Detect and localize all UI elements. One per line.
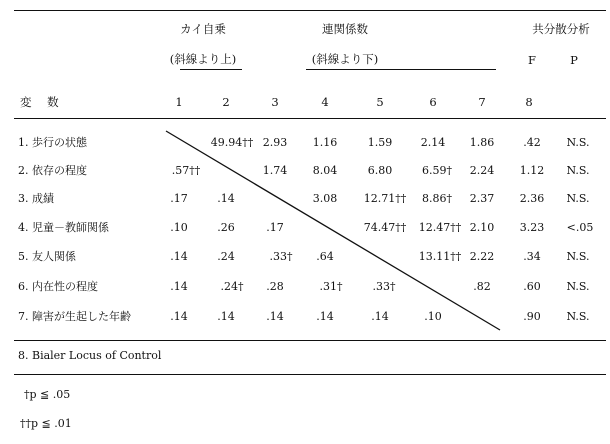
table-cell: .42 <box>523 136 541 149</box>
row-label: 7. 障害が生起した年齢 <box>18 310 131 323</box>
table-cell: .10 <box>424 310 442 323</box>
table-cell: N.S. <box>566 250 590 263</box>
table-cell: 2.14 <box>420 136 446 149</box>
row-label: 4. 児童－教師関係 <box>18 221 109 234</box>
p-column-label: P <box>570 53 578 67</box>
table-cell: <.05 <box>566 221 594 234</box>
variable-heading: 変 数 <box>20 95 65 109</box>
table-cell: .14 <box>371 310 389 323</box>
column-number: 3 <box>271 95 279 109</box>
column-number: 5 <box>376 95 384 109</box>
column-number: 6 <box>429 95 437 109</box>
column-number: 1 <box>175 95 183 109</box>
table-cell: .14 <box>170 310 188 323</box>
column-number: 4 <box>321 95 329 109</box>
table-cell: .57†† <box>171 164 201 177</box>
body-rule <box>14 340 606 341</box>
table-cell: N.S. <box>566 136 590 149</box>
table-cell: 49.94†† <box>210 136 254 149</box>
table-cell: N.S. <box>566 280 590 293</box>
chisq-subtitle: (斜線より上) <box>169 52 237 66</box>
table-cell: 6.80 <box>367 164 393 177</box>
table-cell: N.S. <box>566 192 590 205</box>
row8-label: 8. Bialer Locus of Control <box>18 349 162 362</box>
row-label: 3. 成績 <box>18 192 54 205</box>
column-number: 7 <box>478 95 486 109</box>
table-cell: 1.12 <box>519 164 545 177</box>
table-cell: .34 <box>523 250 541 263</box>
table-cell: 1.74 <box>262 164 288 177</box>
table-cell: .26 <box>217 221 235 234</box>
table-cell: 2.24 <box>469 164 495 177</box>
table-cell: 8.86† <box>422 192 452 205</box>
table-cell: .64 <box>316 250 334 263</box>
table-cell: .60 <box>523 280 541 293</box>
table-cell: .14 <box>316 310 334 323</box>
corr-title: 連関係数 <box>322 22 368 36</box>
corr-subtitle: (斜線より下) <box>311 52 379 66</box>
column-number: 2 <box>222 95 230 109</box>
bottom-rule <box>14 374 606 375</box>
table-cell: 74.47†† <box>363 221 407 234</box>
table-cell: .82 <box>473 280 491 293</box>
table-cell: .17 <box>170 192 188 205</box>
table-cell: N.S. <box>566 310 590 323</box>
footnote-double-dagger: ††p ≦ .01 <box>20 417 72 430</box>
anova-title: 共分散分析 <box>532 22 590 36</box>
table-cell: 12.71†† <box>363 192 407 205</box>
row-label: 1. 歩行の状態 <box>18 136 87 149</box>
footnote-single-dagger: †p ≦ .05 <box>24 388 71 401</box>
table-cell: .10 <box>170 221 188 234</box>
row-label: 2. 依存の程度 <box>18 164 87 177</box>
column-number: 8 <box>525 95 533 109</box>
table-cell: .14 <box>217 310 235 323</box>
table-cell: .14 <box>170 250 188 263</box>
table-cell: 3.08 <box>312 192 338 205</box>
table-cell: .31† <box>319 280 343 293</box>
table-cell: 1.16 <box>312 136 338 149</box>
row-label: 6. 内在性の程度 <box>18 280 98 293</box>
table-cell: 12.47†† <box>418 221 462 234</box>
row-label: 5. 友人関係 <box>18 250 76 263</box>
table-cell: .28 <box>266 280 284 293</box>
table-cell: 2.36 <box>519 192 545 205</box>
table-cell: 2.37 <box>469 192 495 205</box>
table-cell: .14 <box>170 280 188 293</box>
table-cell: 2.22 <box>469 250 495 263</box>
table-cell: .24 <box>217 250 235 263</box>
table-cell: 6.59† <box>422 164 452 177</box>
table-cell: 13.11†† <box>418 250 462 263</box>
table-cell: 2.10 <box>469 221 495 234</box>
table-cell: .33† <box>372 280 396 293</box>
table-cell: N.S. <box>566 164 590 177</box>
chisq-title: カイ自乗 <box>180 22 226 36</box>
table-cell: .24† <box>220 280 244 293</box>
table-cell: .17 <box>266 221 284 234</box>
table-cell: 1.59 <box>367 136 393 149</box>
table-cell: 1.86 <box>469 136 495 149</box>
table-cell: 3.23 <box>519 221 545 234</box>
table-cell: .33† <box>269 250 293 263</box>
table-cell: .14 <box>266 310 284 323</box>
f-column-label: F <box>528 53 536 67</box>
table-cell: .90 <box>523 310 541 323</box>
table-cell: .14 <box>217 192 235 205</box>
table-cell: 2.93 <box>262 136 288 149</box>
table-cell: 8.04 <box>312 164 338 177</box>
